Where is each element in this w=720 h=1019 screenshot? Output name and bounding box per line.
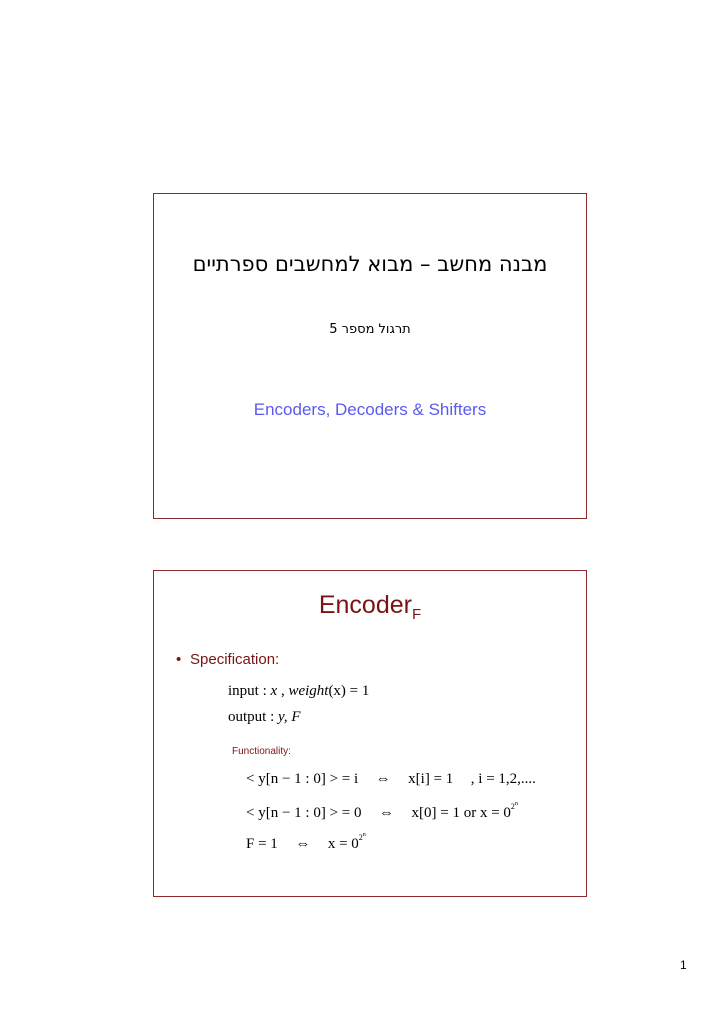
iff-symbol: ⇔ [375, 771, 391, 787]
f2-exp-base: 2 [510, 802, 515, 811]
slide-2 [153, 570, 587, 897]
f2-exponent [511, 802, 518, 811]
page-number: 1 [680, 958, 687, 972]
course-title: מבנה מחשב – מבוא למחשבים ספרתיים [192, 252, 548, 276]
tutorial-number: תרגול מספר 5 [329, 322, 411, 337]
specification-bullet [176, 651, 279, 668]
input-rest: (x) = 1 [328, 683, 370, 699]
output-vars: y, F [278, 709, 301, 725]
input-var: x [270, 683, 278, 699]
bullet-text: Specification: [190, 651, 280, 668]
functionality-line-3 [246, 832, 366, 853]
functionality-line-2 [246, 801, 518, 822]
functionality-line-1 [246, 771, 536, 788]
f3-rhs: x = 0 [327, 836, 359, 852]
f1-rhs: x[i] = 1 [408, 771, 454, 787]
f3-exp-power: n [362, 832, 366, 838]
f3-exponent [359, 833, 366, 842]
output-spec [228, 709, 301, 726]
iff-symbol: ⇔ [295, 836, 311, 852]
f3-lhs: F = 1 [246, 836, 278, 852]
input-sep: , [277, 683, 289, 699]
f1-condition: , i = 1,2,.... [470, 771, 536, 787]
slide-topic: Encoders, Decoders & Shifters [253, 400, 487, 419]
f1-lhs: < y[n − 1 : 0] > = i [246, 771, 359, 787]
slide-title [154, 591, 586, 623]
input-fn: weight [288, 683, 329, 699]
slide-1 [153, 193, 587, 519]
iff-symbol: ⇔ [379, 805, 394, 821]
input-spec [228, 683, 369, 700]
f3-exp-base: 2 [358, 833, 363, 842]
title-text: Encoder [318, 591, 412, 619]
input-prefix: input : [228, 683, 271, 699]
functionality-label: Functionality: [232, 746, 291, 757]
f2-rhs: x[0] = 1 or x = 0 [411, 805, 511, 821]
bullet-dot: • [176, 651, 182, 668]
title-subscript: F [411, 606, 422, 623]
f2-exp-power: n [514, 801, 518, 807]
output-prefix: output : [228, 709, 279, 725]
f2-lhs: < y[n − 1 : 0] > = 0 [246, 805, 362, 821]
